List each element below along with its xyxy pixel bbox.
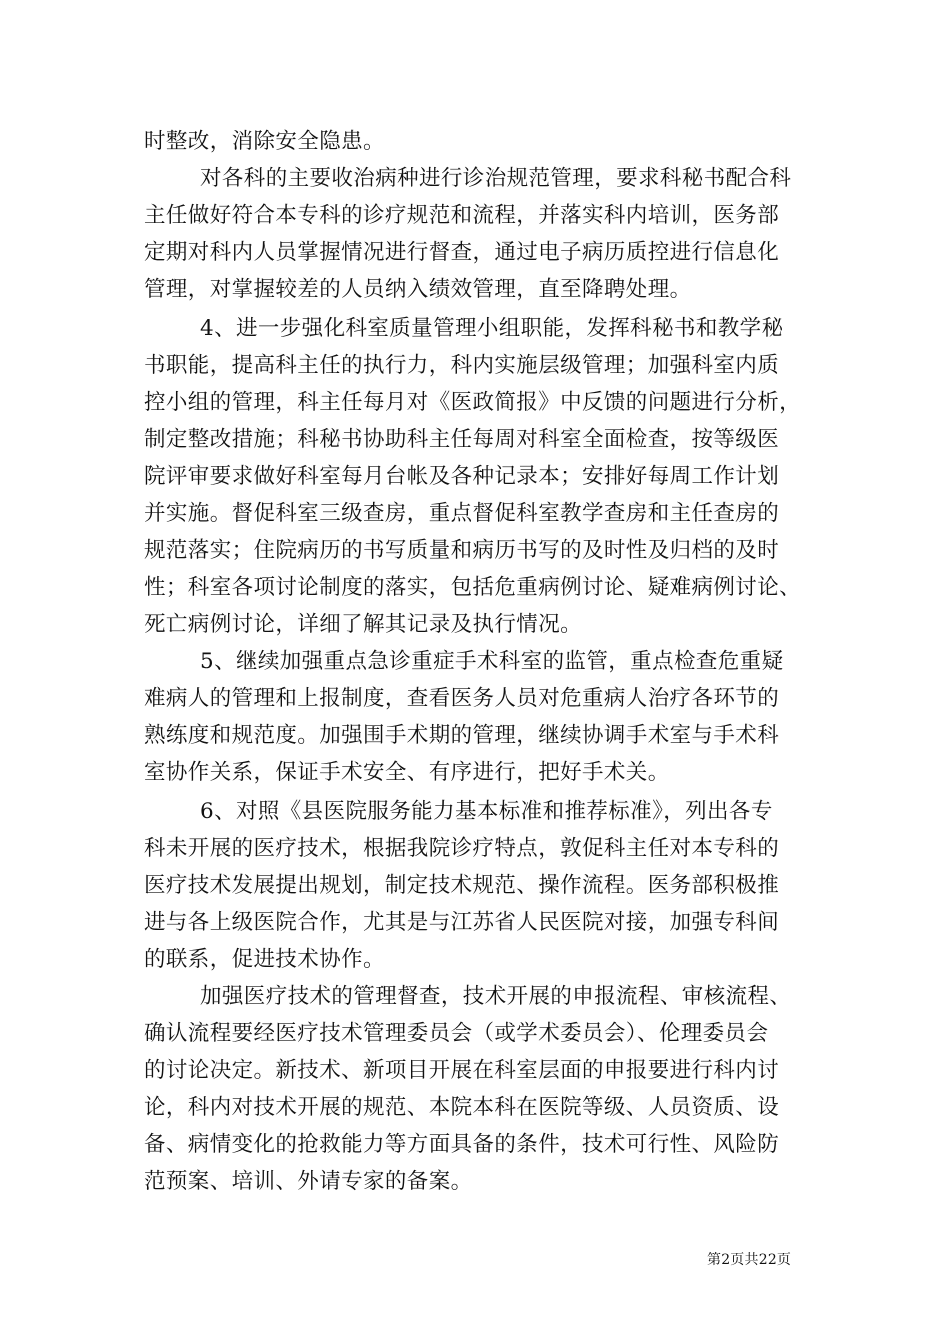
text-line: 4、进一步强化科室质量管理小组职能，发挥科秘书和教学秘 bbox=[200, 316, 784, 341]
text-line: 难病人的管理和上报制度，查看医务人员对危重病人治疗各环节的 bbox=[144, 686, 780, 711]
text-line: 管理，对掌握较差的人员纳入绩效管理，直至降聘处理。 bbox=[144, 277, 692, 302]
text-line: 的讨论决定。新技术、新项目开展在科室层面的申报要进行科内讨 bbox=[144, 1058, 780, 1083]
text-line: 医疗技术发展提出规划，制定技术规范、操作流程。医务部积极推 bbox=[144, 873, 780, 898]
text-line: 科未开展的医疗技术，根据我院诊疗特点，敦促科主任对本专科的 bbox=[144, 836, 780, 861]
text-line: 规范落实；住院病历的书写质量和病历书写的及时性及归档的及时 bbox=[144, 538, 780, 563]
text-line: 定期对科内人员掌握情况进行督查，通过电子病历质控进行信息化 bbox=[144, 240, 780, 265]
text-line: 主任做好符合本专科的诊疗规范和流程，并落实科内培训，医务部 bbox=[144, 203, 780, 228]
text-line: 制定整改措施；科秘书协助科主任每周对科室全面检查，按等级医 bbox=[144, 427, 780, 452]
text-line: 室协作关系，保证手术安全、有序进行，把好手术关。 bbox=[144, 760, 670, 785]
text-line: 时整改，消除安全隐患。 bbox=[144, 129, 385, 154]
text-line: 对各科的主要收治病种进行诊治规范管理，要求科秘书配合科 bbox=[200, 166, 792, 191]
text-line: 并实施。督促科室三级查房，重点督促科室教学查房和主任查房的 bbox=[144, 501, 780, 526]
text-line: 性；科室各项讨论制度的落实，包括危重病例讨论、疑难病例讨论、 bbox=[144, 575, 802, 600]
text-line: 熟练度和规范度。加强围手术期的管理，继续协调手术室与手术科 bbox=[144, 723, 780, 748]
text-line: 书职能，提高科主任的执行力，科内实施层级管理；加强科室内质 bbox=[144, 353, 780, 378]
text-line: 范预案、培训、外请专家的备案。 bbox=[144, 1169, 473, 1194]
text-line: 加强医疗技术的管理督查，技术开展的申报流程、审核流程、 bbox=[200, 984, 792, 1009]
text-line: 6、对照《县医院服务能力基本标准和推荐标准》，列出各专 bbox=[200, 799, 773, 824]
text-line: 进与各上级医院合作，尤其是与江苏省人民医院对接，加强专科间 bbox=[144, 910, 780, 935]
text-line: 控小组的管理，科主任每月对《医政简报》中反馈的问题进行分析， bbox=[144, 390, 802, 415]
text-line: 5、继续加强重点急诊重症手术科室的监管，重点检查危重疑 bbox=[200, 649, 784, 674]
text-line: 论，科内对技术开展的规范、本院本科在医院等级、人员资质、设 bbox=[144, 1095, 780, 1120]
text-line: 备、病情变化的抢救能力等方面具备的条件，技术可行性、风险防 bbox=[144, 1132, 780, 1157]
text-line: 院评审要求做好科室每月台帐及各种记录本；安排好每周工作计划 bbox=[144, 464, 780, 489]
text-line: 的联系，促进技术协作。 bbox=[144, 947, 385, 972]
text-line: 死亡病例讨论，详细了解其记录及执行情况。 bbox=[144, 612, 583, 637]
text-line: 确认流程要经医疗技术管理委员会（或学术委员会）、伦理委员会 bbox=[144, 1021, 769, 1046]
page-number-footer: 第2页共22页 bbox=[707, 1252, 792, 1268]
